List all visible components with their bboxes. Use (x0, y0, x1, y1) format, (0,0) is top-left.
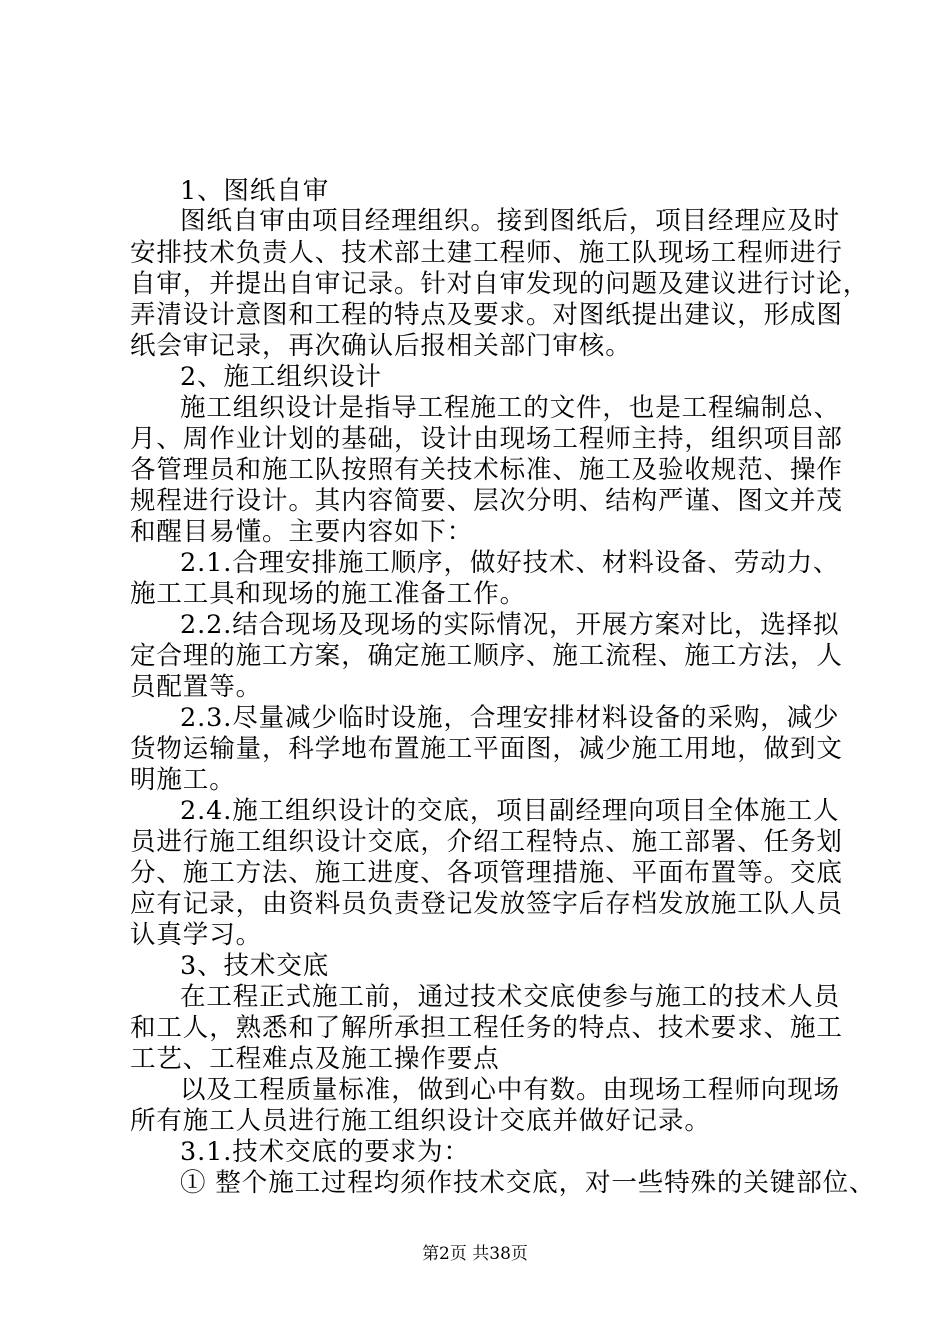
text-line: 员进行施工组织设计交底，介绍工程特点、施工部署、任务划 (130, 827, 843, 857)
text-line: 图纸自审由项目经理组织。接到图纸后，项目经理应及时 (180, 206, 841, 236)
text-line: 施工工具和现场的施工准备工作。 (130, 579, 527, 609)
text-line: 自审，并提出自审记录。针对自审发现的问题及建议进行讨论， (130, 269, 870, 299)
text-line: 以及工程质量标准，做到心中有数。由现场工程师向现场 (180, 1075, 841, 1105)
text-line: 施工组织设计是指导工程施工的文件，也是工程编制总、 (180, 393, 841, 423)
text-line: 在工程正式施工前，通过技术交底使参与施工的技术人员 (180, 982, 841, 1012)
text-line: 认真学习。 (130, 920, 263, 950)
text-line: 3、技术交底 (180, 951, 330, 981)
text-line: 员配置等。 (130, 672, 263, 702)
text-line: 分、施工方法、施工进度、各项管理措施、平面布置等。交底 (130, 858, 843, 888)
text-line: 应有记录，由资料员负责登记发放签字后存档发放施工队人员 (130, 889, 843, 919)
text-line: 安排技术负责人、技术部土建工程师、施工队现场工程师进行 (130, 238, 843, 268)
text-line: 3.1.技术交底的要求为： (180, 1137, 470, 1167)
text-line: 纸会审记录，再次确认后报相关部门审核。 (130, 331, 632, 361)
text-line: 2、施工组织设计 (180, 362, 382, 392)
text-line: 明施工。 (130, 765, 236, 795)
text-line: 工艺、工程难点及施工操作要点 (130, 1044, 500, 1074)
text-line: 定合理的施工方案，确定施工顺序、施工流程、施工方法，人 (130, 641, 843, 671)
text-line: 2.1.合理安排施工顺序，做好技术、材料设备、劳动力、 (180, 548, 840, 578)
text-line: 2.4.施工组织设计的交底，项目副经理向项目全体施工人 (180, 796, 840, 826)
page-footer: 第2页 共38页 (422, 1244, 528, 1264)
text-line: 月、周作业计划的基础，设计由现场工程师主持，组织项目部 (130, 424, 843, 454)
text-line: 货物运输量，科学地布置施工平面图，减少施工用地，做到文 (130, 734, 843, 764)
text-line: 1、图纸自审 (180, 176, 330, 206)
text-line: 规程进行设计。其内容简要、层次分明、结构严谨、图文并茂 (130, 486, 843, 516)
text-line: 和工人，熟悉和了解所承担工程任务的特点、技术要求、施工 (130, 1013, 843, 1043)
text-line: 弄清设计意图和工程的特点及要求。对图纸提出建议，形成图 (130, 300, 843, 330)
text-line: 2.3.尽量减少临时设施，合理安排材料设备的采购，减少 (180, 703, 840, 733)
text-line: 2.2.结合现场及现场的实际情况，开展方案对比，选择拟 (180, 610, 840, 640)
text-line: 和醒目易懂。主要内容如下： (130, 517, 474, 547)
text-line: 各管理员和施工队按照有关技术标准、施工及验收规范、操作 (130, 455, 843, 485)
text-line: ① 整个施工过程均须作技术交底，对一些特殊的关键部位、 (180, 1168, 876, 1198)
text-line: 所有施工人员进行施工组织设计交底并做好记录。 (130, 1106, 711, 1136)
